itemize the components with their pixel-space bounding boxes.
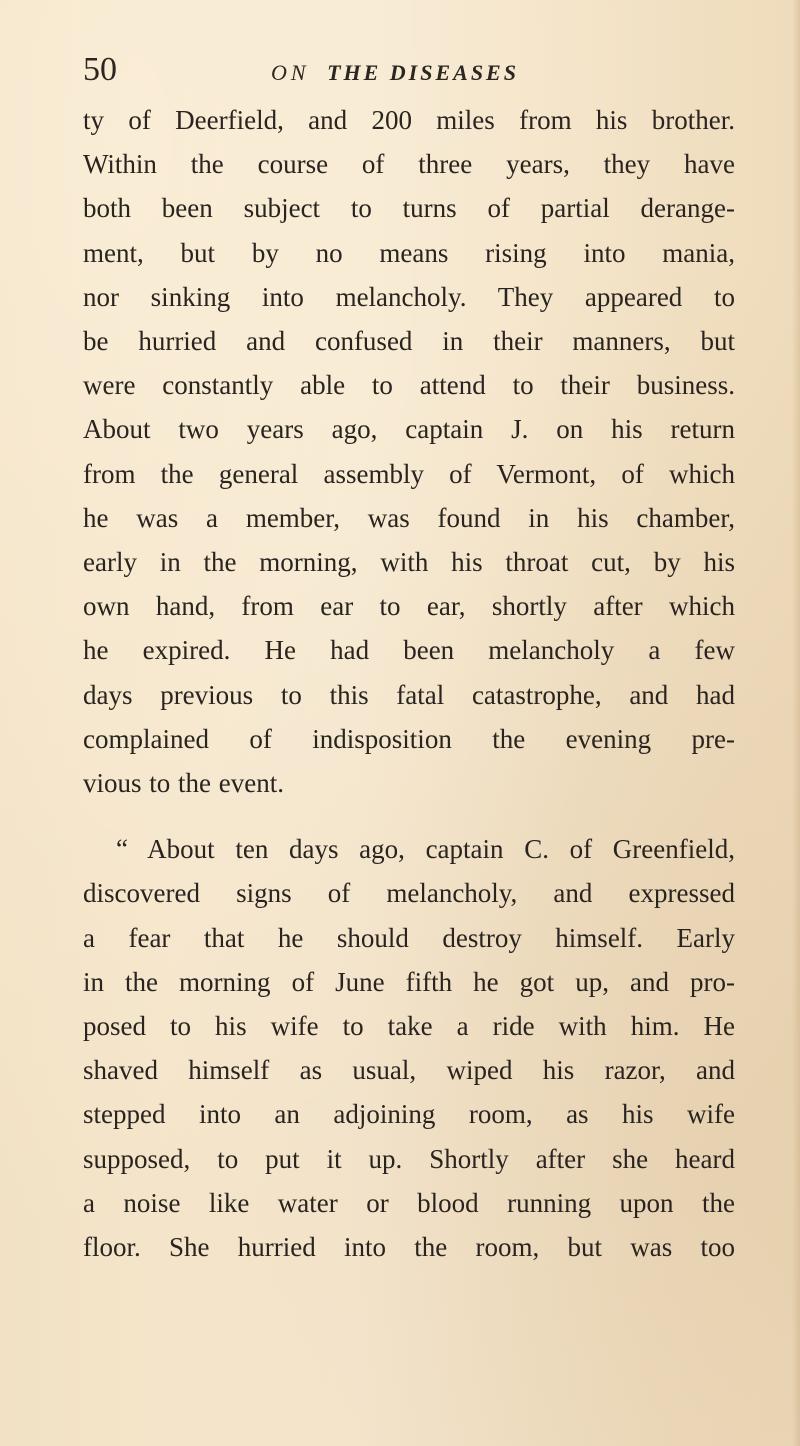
text-line: vious to the event. <box>83 768 284 799</box>
text-line: discovered signs of melancholy, and expressed <box>83 878 735 909</box>
running-title-on: ON <box>271 60 310 85</box>
text-line: early in the morning, with his throat cut, by his <box>83 547 735 578</box>
text-line: he expired. He had been melancholy a few <box>83 635 735 666</box>
page-number: 50 <box>83 51 117 88</box>
text-line: own hand, from ear to ear, shortly after which <box>83 591 735 622</box>
text-line: nor sinking into melancholy. They appeared to <box>83 281 735 312</box>
text-line: “ About ten days ago, captain C. of Greenfield, <box>116 834 735 865</box>
text-line: ment, but by no means rising into mania, <box>83 237 735 268</box>
text-line: floor. She hurried into the room, but was too <box>83 1232 735 1263</box>
text-line: he was a member, was found in his chamber, <box>83 502 735 533</box>
text-line: days previous to this fatal catastrophe, and had <box>83 679 735 710</box>
paragraph-1 <box>83 98 735 805</box>
text-line: stepped into an adjoining room, as his wife <box>83 1099 735 1130</box>
text-line: from the general assembly of Vermont, of which <box>83 458 735 489</box>
running-title-rest: THE DISEASES <box>327 60 519 85</box>
paragraph-2 <box>83 827 735 1269</box>
text-line: ty of Deerfield, and 200 miles from his brother. <box>83 105 735 135</box>
text-line: a noise like water or blood running upon the <box>83 1187 735 1218</box>
text-line: supposed, to put it up. Shortly after she heard <box>83 1143 735 1174</box>
body-text <box>83 98 735 1269</box>
text-line: in the morning of June fifth he got up, and pro- <box>83 966 735 997</box>
text-line: be hurried and confused in their manners, but <box>83 326 735 357</box>
running-head <box>83 50 643 94</box>
text-line: Within the course of three years, they have <box>83 149 735 180</box>
text-line: both been subject to turns of partial derange- <box>83 193 735 224</box>
text-line: posed to his wife to take a ride with him. He <box>83 1011 735 1042</box>
running-title <box>271 58 519 88</box>
text-line: complained of indisposition the evening pre- <box>83 723 735 754</box>
page-edge-shadow <box>792 0 800 1446</box>
text-line: shaved himself as usual, wiped his razor, and <box>83 1055 735 1086</box>
text-line: a fear that he should destroy himself. Early <box>83 922 735 953</box>
text-line: were constantly able to attend to their business. <box>83 370 735 401</box>
text-line: About two years ago, captain J. on his return <box>83 414 735 445</box>
